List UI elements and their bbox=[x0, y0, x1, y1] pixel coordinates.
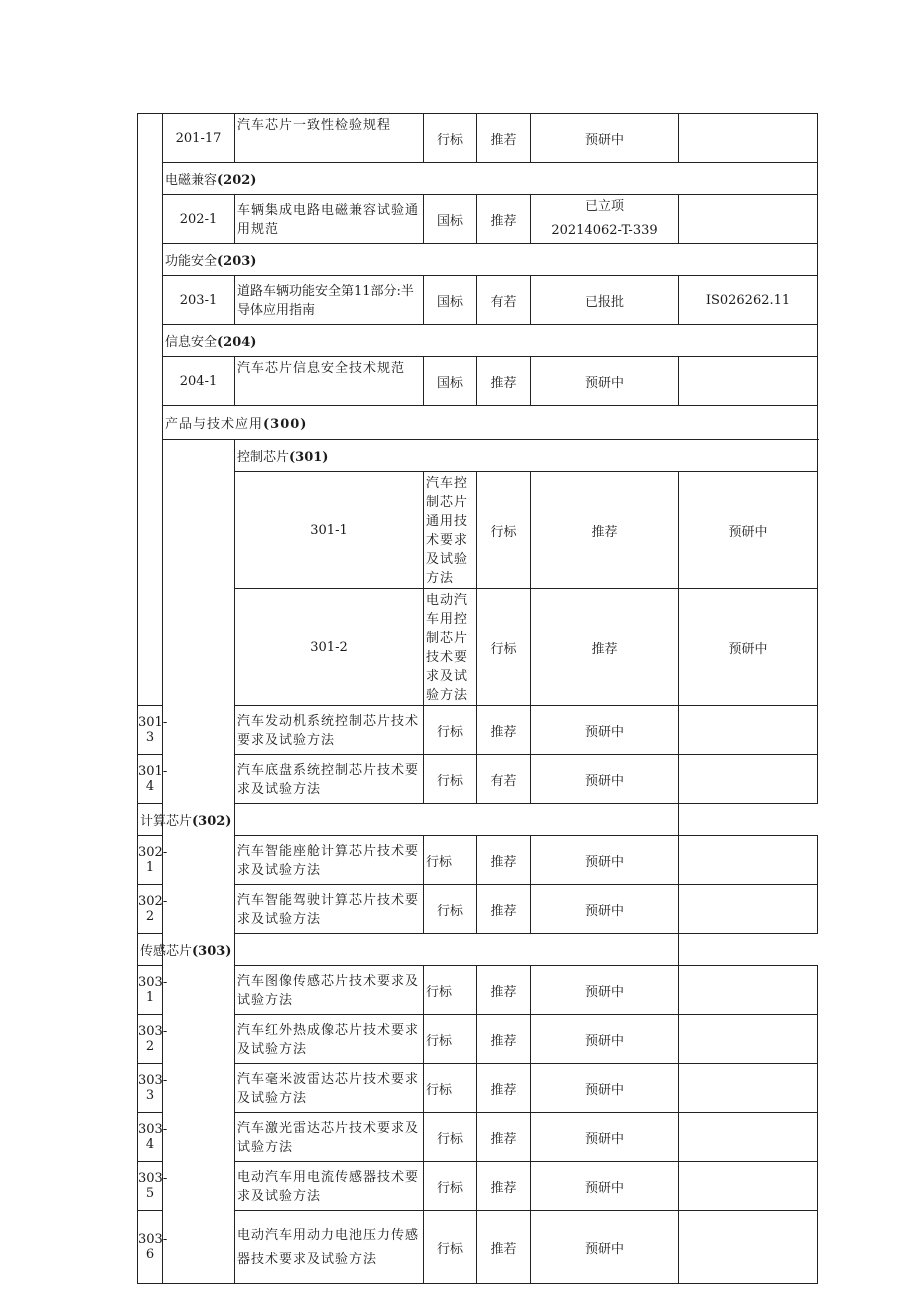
group-code: (202) bbox=[217, 173, 257, 188]
group-heading bbox=[163, 163, 818, 195]
group-code: (301) bbox=[289, 450, 329, 465]
std-ref bbox=[679, 114, 818, 163]
group-heading bbox=[138, 934, 679, 966]
group-heading bbox=[138, 804, 679, 836]
std-status: 已报批 bbox=[531, 276, 679, 325]
std-name: 汽车红外热成像芯片技术要求及试验方法 bbox=[235, 1015, 424, 1064]
std-ref bbox=[679, 1162, 818, 1211]
std-name: 汽车图像传感芯片技术要求及试验方法 bbox=[235, 966, 424, 1015]
indent-cell bbox=[163, 440, 235, 1284]
std-status bbox=[531, 195, 679, 244]
std-status: 预研中 bbox=[531, 836, 679, 885]
std-name: 汽车芯片信息安全技术规范 bbox=[235, 357, 424, 406]
table-row bbox=[138, 1211, 818, 1284]
std-code: 301-3 bbox=[138, 706, 163, 755]
indent-cell bbox=[138, 114, 163, 706]
std-ref bbox=[679, 706, 818, 755]
table-row bbox=[138, 836, 818, 885]
group-label: 控制芯片 bbox=[237, 450, 290, 465]
table-row bbox=[138, 589, 818, 706]
std-ref bbox=[679, 1113, 818, 1162]
std-type: 行标 bbox=[424, 966, 477, 1015]
std-ref bbox=[679, 885, 818, 934]
group-code: (203) bbox=[217, 254, 257, 269]
std-name: 电动汽车用电流传感器技术要求及试验方法 bbox=[235, 1162, 424, 1211]
table-row bbox=[138, 885, 818, 934]
std-code: 204-1 bbox=[163, 357, 235, 406]
table-row bbox=[138, 357, 818, 406]
std-type: 行标 bbox=[477, 472, 531, 589]
group-heading bbox=[163, 325, 818, 357]
std-ref bbox=[679, 1211, 818, 1284]
std-nature: 推荐 bbox=[531, 472, 679, 589]
std-name: 汽车毫米波雷达芯片技术要求及试验方法 bbox=[235, 1064, 424, 1113]
table-row bbox=[138, 1064, 818, 1113]
std-code: 303-5 bbox=[138, 1162, 163, 1211]
standards-table bbox=[137, 113, 818, 1284]
std-ref bbox=[679, 357, 818, 406]
std-type: 行标 bbox=[424, 755, 477, 804]
std-nature: 推若 bbox=[477, 1211, 531, 1284]
group-label: 计算芯片 bbox=[140, 814, 193, 829]
std-code: 302-2 bbox=[138, 885, 163, 934]
std-status: 预研中 bbox=[531, 1113, 679, 1162]
std-nature: 有若 bbox=[477, 276, 531, 325]
group-row bbox=[138, 244, 818, 276]
std-code: 202-1 bbox=[163, 195, 235, 244]
std-nature: 推荐 bbox=[477, 357, 531, 406]
std-nature: 推荐 bbox=[477, 885, 531, 934]
std-code: 302-1 bbox=[138, 836, 163, 885]
std-name: 汽车智能座舱计算芯片技术要求及试验方法 bbox=[235, 836, 424, 885]
group-code: (204) bbox=[217, 335, 257, 350]
std-status: 预研中 bbox=[531, 1211, 679, 1284]
std-name: 道路车辆功能安全第11部分:半导体应用指南 bbox=[235, 276, 424, 325]
std-ref: IS026262.11 bbox=[679, 276, 818, 325]
std-code: 301-4 bbox=[138, 755, 163, 804]
group-row bbox=[138, 163, 818, 195]
std-status: 预研中 bbox=[531, 1162, 679, 1211]
std-nature: 推荐 bbox=[477, 1113, 531, 1162]
section-row bbox=[138, 406, 818, 440]
std-code: 303-3 bbox=[138, 1064, 163, 1113]
table-row bbox=[138, 1015, 818, 1064]
table-row bbox=[138, 1162, 818, 1211]
std-type: 行标 bbox=[424, 1113, 477, 1162]
group-row bbox=[138, 325, 818, 357]
std-status: 预研中 bbox=[679, 589, 818, 706]
std-name: 汽车底盘系统控制芯片技术要求及试验方法 bbox=[235, 755, 424, 804]
std-type: 国标 bbox=[424, 357, 477, 406]
table-row bbox=[138, 195, 818, 244]
std-name: 电动汽车用控制芯片技术要求及试验方法 bbox=[424, 589, 477, 706]
std-name: 汽车智能驾驶计算芯片技术要求及试验方法 bbox=[235, 885, 424, 934]
std-nature: 推荐 bbox=[477, 1015, 531, 1064]
std-code: 301-1 bbox=[235, 472, 424, 589]
std-code: 303-4 bbox=[138, 1113, 163, 1162]
std-name: 汽车发动机系统控制芯片技术要求及试验方法 bbox=[235, 706, 424, 755]
std-nature: 推荐 bbox=[531, 589, 679, 706]
project-number: 20214062-T-339 bbox=[551, 223, 658, 238]
table-row bbox=[138, 472, 818, 589]
std-nature: 推荐 bbox=[477, 195, 531, 244]
std-name: 电动汽车用动力电池压力传感器技术要求及试验方法 bbox=[235, 1211, 424, 1284]
std-status: 预研中 bbox=[531, 755, 679, 804]
std-ref bbox=[679, 755, 818, 804]
std-ref bbox=[679, 195, 818, 244]
std-ref bbox=[679, 1015, 818, 1064]
std-status: 预研中 bbox=[531, 1064, 679, 1113]
group-code: (303) bbox=[192, 944, 232, 959]
table-row bbox=[138, 114, 818, 163]
std-type: 行标 bbox=[424, 706, 477, 755]
std-code: 203-1 bbox=[163, 276, 235, 325]
std-type: 行标 bbox=[424, 885, 477, 934]
std-code: 303-6 bbox=[138, 1211, 163, 1284]
std-type: 行标 bbox=[424, 1064, 477, 1113]
group-row bbox=[138, 440, 818, 472]
std-name: 车辆集成电路电磁兼容试验通用规范 bbox=[235, 195, 424, 244]
std-nature: 推荐 bbox=[477, 966, 531, 1015]
std-type: 行标 bbox=[424, 114, 477, 163]
std-type: 行标 bbox=[424, 836, 477, 885]
group-row bbox=[138, 804, 818, 836]
section-code: (300) bbox=[263, 417, 308, 432]
std-nature: 推荐 bbox=[477, 706, 531, 755]
std-ref bbox=[679, 966, 818, 1015]
std-type: 行标 bbox=[477, 589, 531, 706]
std-status: 预研中 bbox=[531, 357, 679, 406]
group-label: 功能安全 bbox=[165, 254, 218, 269]
status-text: 已立项 bbox=[584, 199, 624, 214]
group-label: 信息安全 bbox=[165, 335, 218, 350]
table-row bbox=[138, 755, 818, 804]
table-row bbox=[138, 706, 818, 755]
std-status: 预研中 bbox=[531, 1015, 679, 1064]
table-row bbox=[138, 1113, 818, 1162]
group-label: 传感芯片 bbox=[140, 944, 193, 959]
section-heading bbox=[163, 406, 818, 440]
std-code: 201-17 bbox=[163, 114, 235, 163]
std-nature: 推荐 bbox=[477, 1162, 531, 1211]
std-status: 预研中 bbox=[531, 885, 679, 934]
std-code: 301-2 bbox=[235, 589, 424, 706]
std-status: 预研中 bbox=[531, 966, 679, 1015]
std-nature: 推荐 bbox=[477, 1064, 531, 1113]
std-type: 国标 bbox=[424, 276, 477, 325]
std-name: 汽车控制芯片通用技术要求及试验方法 bbox=[424, 472, 477, 589]
std-type: 行标 bbox=[424, 1211, 477, 1284]
table-row bbox=[138, 276, 818, 325]
std-ref bbox=[679, 1064, 818, 1113]
std-type: 行标 bbox=[424, 1162, 477, 1211]
group-code: (302) bbox=[192, 814, 232, 829]
std-nature: 有若 bbox=[477, 755, 531, 804]
std-status: 预研中 bbox=[531, 114, 679, 163]
table-row bbox=[138, 966, 818, 1015]
std-type: 行标 bbox=[424, 1015, 477, 1064]
std-code: 303-1 bbox=[138, 966, 163, 1015]
std-nature: 推若 bbox=[477, 114, 531, 163]
std-name: 汽车激光雷达芯片技术要求及试验方法 bbox=[235, 1113, 424, 1162]
std-ref bbox=[679, 836, 818, 885]
std-status: 预研中 bbox=[679, 472, 818, 589]
std-code: 303-2 bbox=[138, 1015, 163, 1064]
group-row bbox=[138, 934, 818, 966]
group-label: 电磁兼容 bbox=[165, 173, 218, 188]
section-label: 产品与技术应用 bbox=[165, 417, 264, 432]
group-heading bbox=[235, 440, 818, 472]
std-type: 国标 bbox=[424, 195, 477, 244]
std-name: 汽车芯片一致性检验规程 bbox=[235, 114, 424, 163]
std-status: 预研中 bbox=[531, 706, 679, 755]
group-heading bbox=[163, 244, 818, 276]
std-nature: 推荐 bbox=[477, 836, 531, 885]
